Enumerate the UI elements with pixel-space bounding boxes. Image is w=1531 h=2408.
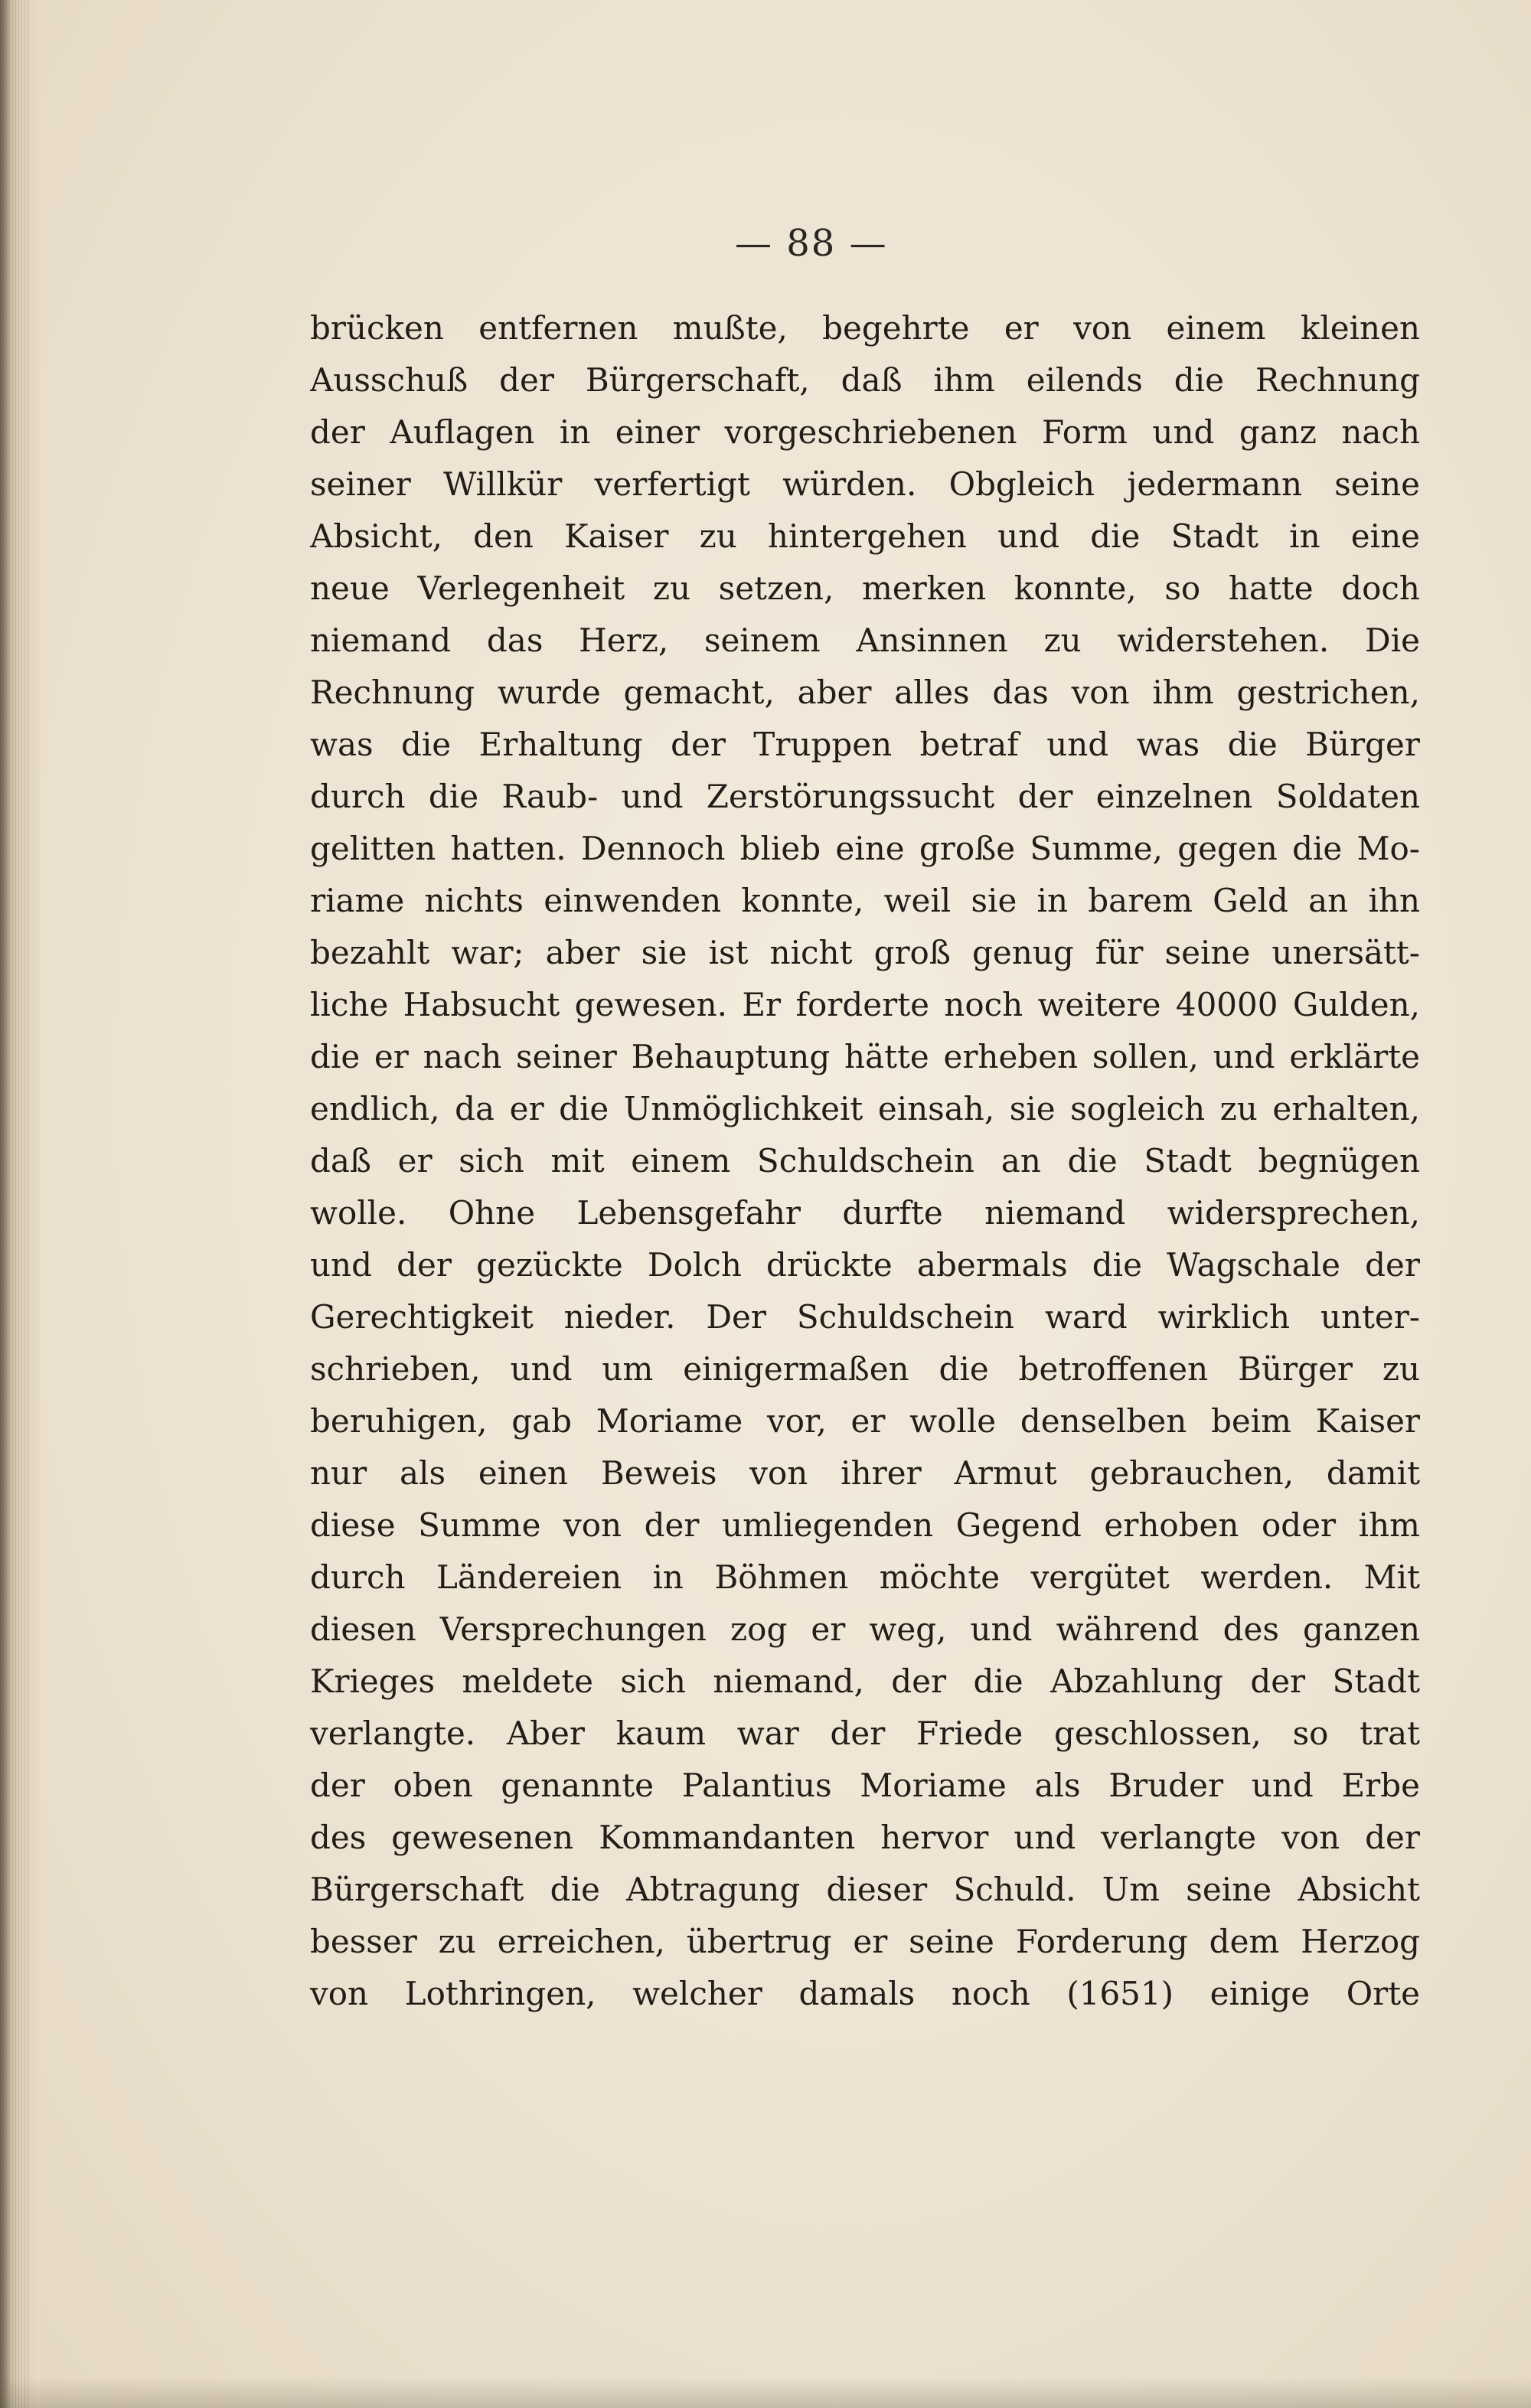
text-line: bezahlt war; aber sie ist nicht groß genug für seine unersätt- bbox=[310, 934, 1420, 971]
text-line: durch die Raub- und Zerstörungssucht der einzelnen Soldaten bbox=[310, 778, 1420, 815]
page-number: — 88 — bbox=[735, 222, 888, 265]
text-line: Rechnung wurde gemacht, aber alles das von ihm gestrichen, bbox=[310, 674, 1420, 711]
text-line: liche Habsucht gewesen. Er forderte noch weitere 40000 Gulden, bbox=[310, 986, 1420, 1023]
body-text bbox=[310, 302, 1420, 2020]
text-line: Bürgerschaft die Abtragung dieser Schuld. Um seine Absicht bbox=[310, 1871, 1420, 1908]
text-line: durch Ländereien in Böhmen möchte vergütet werden. Mit bbox=[310, 1558, 1420, 1596]
text-line: riame nichts einwenden konnte, weil sie in barem Geld an ihn bbox=[310, 882, 1420, 919]
page-bottom-shadow bbox=[0, 2377, 1531, 2408]
text-line: und der gezückte Dolch drückte abermals die Wagschale der bbox=[310, 1246, 1420, 1284]
text-line: verlangte. Aber kaum war der Friede geschlossen, so trat bbox=[310, 1715, 1420, 1752]
text-line: Gerechtigkeit nieder. Der Schuldschein ward wirklich unter- bbox=[310, 1298, 1420, 1336]
text-line: neue Verlegenheit zu setzen, merken konnte, so hatte doch bbox=[310, 569, 1420, 607]
text-line: brücken entfernen mußte, begehrte er von einem kleinen bbox=[310, 309, 1420, 347]
text-line: diese Summe von der umliegenden Gegend erhoben oder ihm bbox=[310, 1506, 1420, 1544]
text-line: Ausschuß der Bürgerschaft, daß ihm eilends die Rechnung bbox=[310, 361, 1420, 399]
text-line: seiner Willkür verfertigt würden. Obgleich jedermann seine bbox=[310, 465, 1420, 503]
page-stack-stripes bbox=[6, 0, 29, 2408]
text-line: endlich, da er die Unmöglichkeit einsah, sie sogleich zu erhalten, bbox=[310, 1090, 1420, 1127]
text-line: diesen Versprechungen zog er weg, und während des ganzen bbox=[310, 1610, 1420, 1648]
text-line: daß er sich mit einem Schuldschein an die Stadt begnügen bbox=[310, 1142, 1420, 1180]
text-line: des gewesenen Kommandanten hervor und verlangte von der bbox=[310, 1819, 1420, 1856]
text-line: beruhigen, gab Moriame vor, er wolle denselben beim Kaiser bbox=[310, 1402, 1420, 1440]
text-line: gelitten hatten. Dennoch blieb eine große Summe, gegen die Mo- bbox=[310, 830, 1420, 867]
text-line: niemand das Herz, seinem Ansinnen zu widerstehen. Die bbox=[310, 622, 1420, 659]
text-line: was die Erhaltung der Truppen betraf und was die Bürger bbox=[310, 726, 1420, 763]
text-line: der oben genannte Palantius Moriame als Bruder und Erbe bbox=[310, 1767, 1420, 1804]
text-line: der Auflagen in einer vorgeschriebenen Form und ganz nach bbox=[310, 413, 1420, 451]
text-line: Krieges meldete sich niemand, der die Abzahlung der Stadt bbox=[310, 1662, 1420, 1700]
text-line: besser zu erreichen, übertrug er seine Forderung dem Herzog bbox=[310, 1923, 1420, 1960]
text-line: die er nach seiner Behauptung hätte erheben sollen, und erklärte bbox=[310, 1038, 1420, 1075]
text-line: nur als einen Beweis von ihrer Armut gebrauchen, damit bbox=[310, 1454, 1420, 1492]
text-line: von Lothringen, welcher damals noch (1651) einige Orte bbox=[310, 1975, 1420, 2012]
text-line: schrieben, und um einigermaßen die betroffenen Bürger zu bbox=[310, 1350, 1420, 1388]
text-line: Absicht, den Kaiser zu hintergehen und die Stadt in eine bbox=[310, 517, 1420, 555]
text-line: wolle. Ohne Lebensgefahr durfte niemand widersprechen, bbox=[310, 1194, 1420, 1232]
